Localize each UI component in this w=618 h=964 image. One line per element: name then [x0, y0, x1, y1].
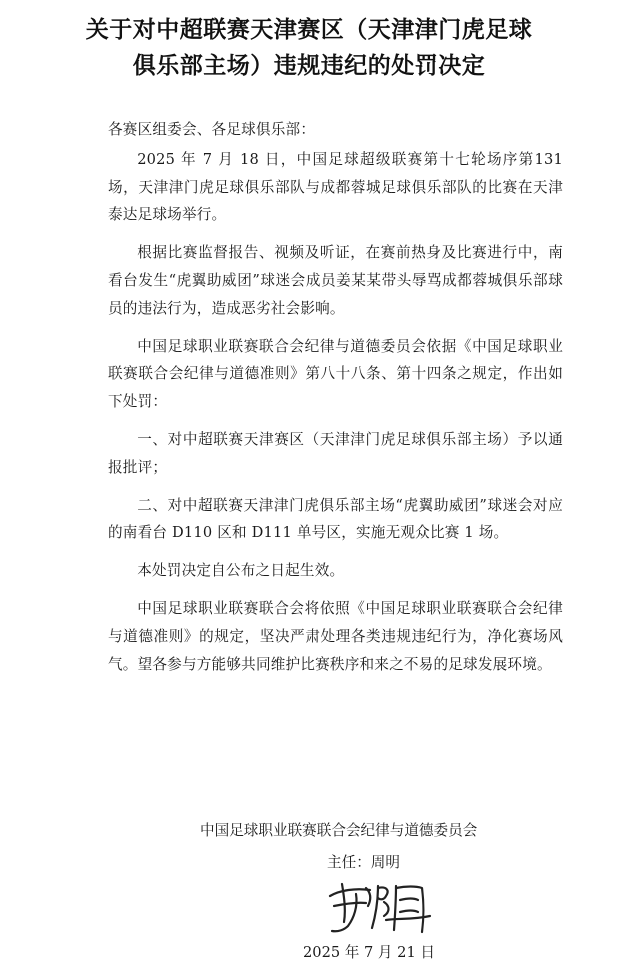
paragraph-penalty-2: 二、对中超联赛天津津门虎俱乐部主场“虎翼助威团”球迷会对应的南看台 D110 区和 D111 单号区，实施无观众比赛 1 场。 — [108, 496, 563, 542]
chair-name: 主任：周明 — [327, 854, 400, 871]
paragraph-closing: 中国足球职业联赛联合会将依照《中国足球职业联赛联合会纪律与道德准则》的规定，坚决严肃处理各类违规违纪行为，净化赛场风气。望各参与方能够共同维护比赛秩序和来之不易的足球发展环境。 — [108, 599, 563, 673]
signing-organization: 中国足球职业联赛联合会纪律与道德委员会 — [200, 822, 478, 839]
paragraph-penalty-1: 一、对中超联赛天津赛区（天津津门虎足球俱乐部主场）予以通报批评； — [108, 430, 563, 476]
paragraph-effective: 本处罚决定自公布之日起生效。 — [137, 562, 345, 580]
salutation: 各赛区组委会、各足球俱乐部： — [108, 121, 316, 138]
title-line-2: 俱乐部主场）违规违纪的处罚决定 — [132, 53, 486, 79]
handwritten-signature — [326, 876, 434, 938]
document-body — [108, 116, 563, 688]
document-date: 2025 年 7 月 21 日 — [303, 944, 435, 961]
paragraph-match-info: 2025 年 7 月 18 日，中国足球超级联赛第十七轮场序第131 场，天津津门虎足球俱乐部队与成都蓉城足球俱乐部队的比赛在天津泰达足球场举行。 — [108, 150, 563, 224]
document-title — [30, 12, 588, 84]
paragraph-incident: 根据比赛监督报告、视频及听证，在赛前热身及比赛进行中，南看台发生“虎翼助威团”球迷会成员姜某某带头辱骂成都蓉城俱乐部球员的违法行为，造成恶劣社会影响。 — [108, 244, 563, 317]
paragraph-legal-basis: 中国足球职业联赛联合会纪律与道德委员会依据《中国足球职业联赛联合会纪律与道德准则》第八十八条、第十四条之规定，作出如下处罚： — [108, 337, 563, 411]
title-line-1: 关于对中超联赛天津赛区（天津津门虎足球 — [85, 17, 533, 43]
